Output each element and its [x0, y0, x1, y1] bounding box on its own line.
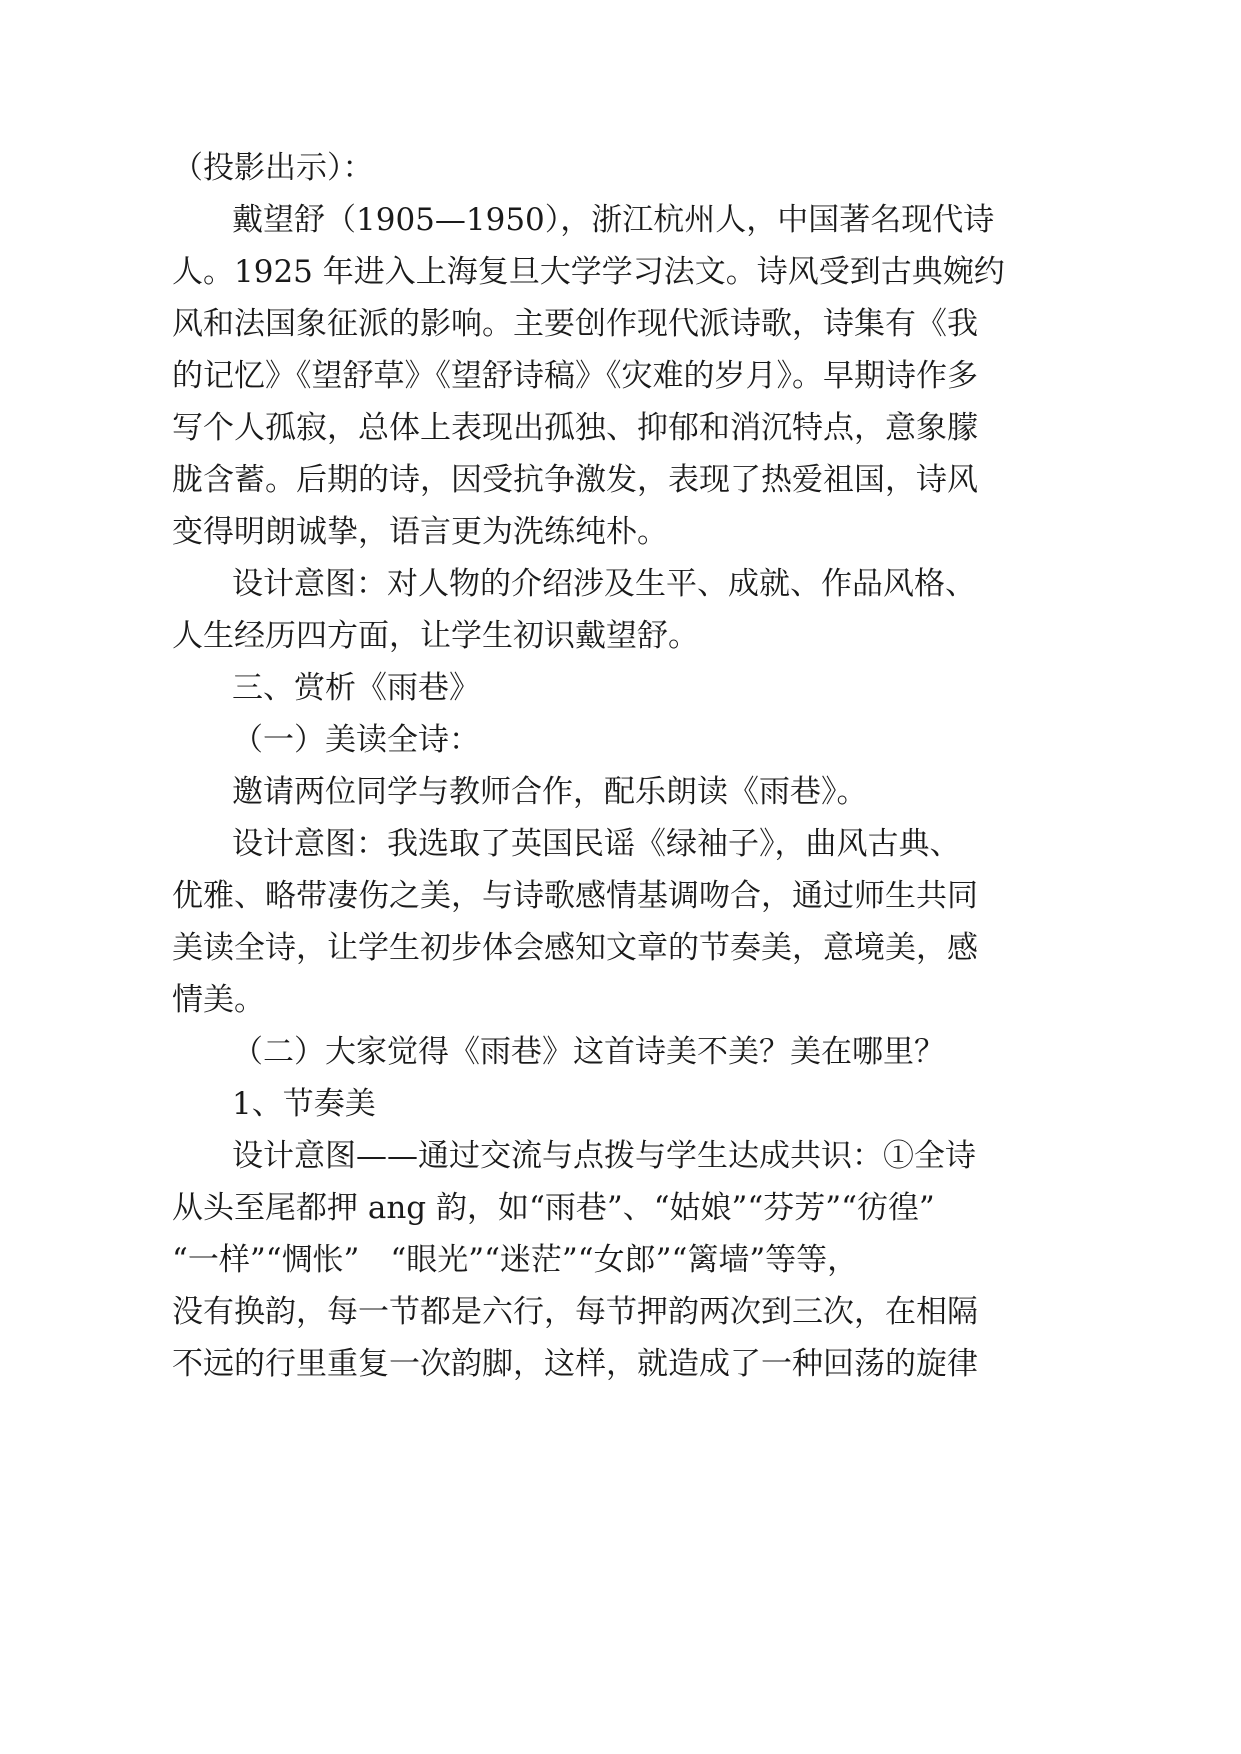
text-line: 设计意图：我选取了英国民谣《绿袖子》，曲风古典、	[232, 826, 961, 862]
item-heading: 1、节奏美	[232, 1086, 376, 1122]
text-line: 从头至尾都押 ang 韵，如“雨巷”、“姑娘”“芬芳”“彷徨”	[172, 1190, 935, 1226]
text-line: 不远的行里重复一次韵脚，这样，就造成了一种回荡的旋律	[172, 1346, 978, 1382]
text-line: 人。1925 年进入上海复旦大学学习法文。诗风受到古典婉约	[172, 254, 1005, 290]
subsection-heading: （一）美读全诗：	[232, 722, 480, 758]
text-line: 变得明朗诚挚，语言更为洗练纯朴。	[172, 514, 668, 550]
subsection-heading: （二）大家觉得《雨巷》这首诗美不美？美在哪里？	[232, 1034, 945, 1070]
text-line: 风和法国象征派的影响。主要创作现代派诗歌，诗集有《我	[172, 306, 978, 342]
text-line: 设计意图——通过交流与点拨与学生达成共识：①全诗	[232, 1138, 976, 1174]
text-line: 美读全诗，让学生初步体会感知文章的节奏美，意境美，感	[172, 930, 978, 966]
text-line: （投影出示）：	[172, 150, 374, 186]
text-line: 优雅、略带凄伤之美，与诗歌感情基调吻合，通过师生共同	[172, 878, 978, 914]
text-line: 的记忆》《望舒草》《望舒诗稿》《灾难的岁月》。早期诗作多	[172, 358, 978, 394]
text-line: 胧含蓄。后期的诗，因受抗争激发，表现了热爱祖国，诗风	[172, 462, 978, 498]
text-line: 人生经历四方面，让学生初识戴望舒。	[172, 618, 699, 654]
text-line: 戴望舒（1905—1950），浙江杭州人，中国著名现代诗	[232, 202, 995, 238]
text-line: “一样”“惆怅” “眼光”“迷茫”“女郎”“篱墙”等等，	[172, 1242, 859, 1278]
text-line: 写个人孤寂，总体上表现出孤独、抑郁和消沉特点，意象朦	[172, 410, 978, 446]
text-line: 情美。	[172, 982, 265, 1018]
section-heading: 三、赏析《雨巷》	[232, 670, 480, 706]
text-line: 没有换韵，每一节都是六行，每节押韵两次到三次，在相隔	[172, 1294, 978, 1330]
text-line: 设计意图：对人物的介绍涉及生平、成就、作品风格、	[232, 566, 976, 602]
text-line: 邀请两位同学与教师合作，配乐朗读《雨巷》。	[232, 774, 868, 810]
